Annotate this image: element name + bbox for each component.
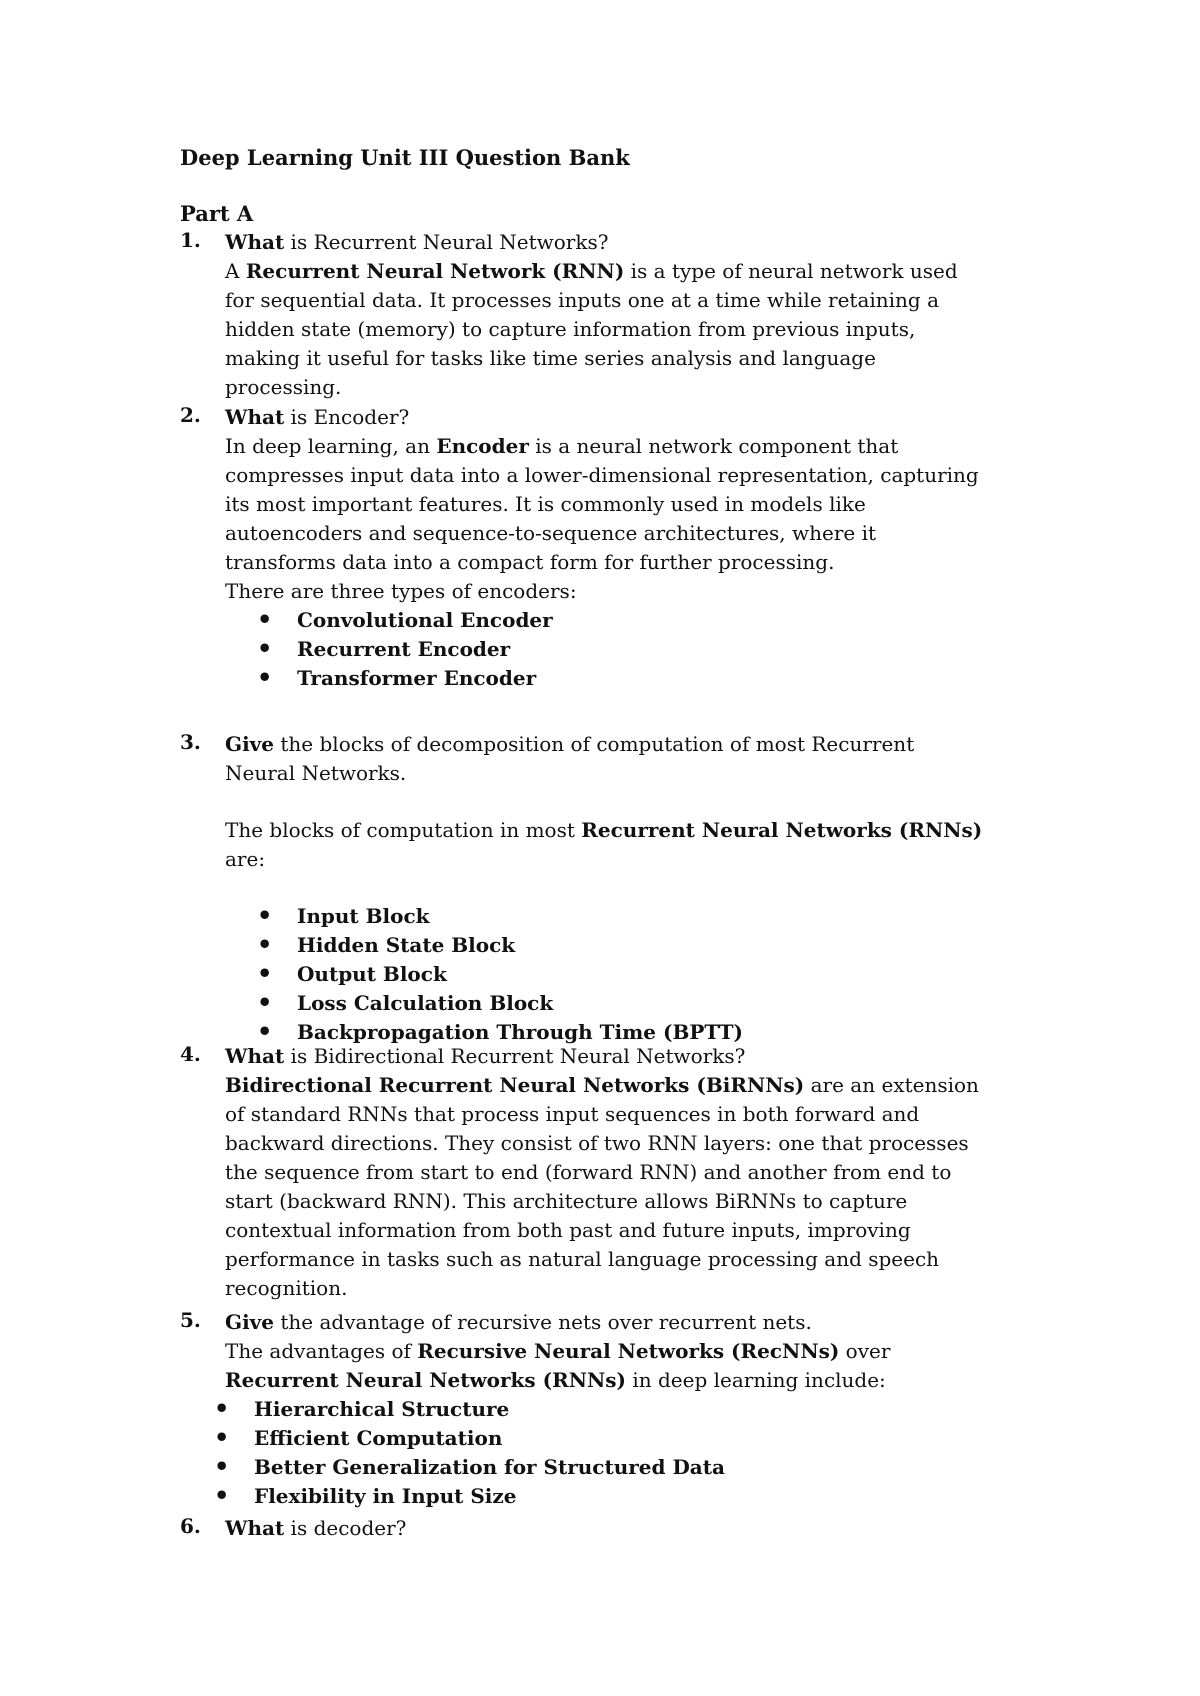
list-item: • Flexibility in Input Size: [225, 1482, 985, 1511]
list-item: • Backpropagation Through Time (BPTT): [225, 1018, 985, 1047]
question-number: 3.: [180, 730, 201, 754]
question-number: 4.: [180, 1042, 201, 1066]
answer-text: The blocks of computation in most Recurrent Neural Networks (RNNs) are:: [225, 818, 983, 871]
encoder-types-list: [225, 606, 985, 693]
answer-text: A Recurrent Neural Network (RNN) is a type of neural network used for sequential data. It processes inputs one at a time while retaining a hidden state (memory) to capture information from previous inputs, making it useful for tasks like time series analysis and language processing.: [225, 259, 958, 399]
question-text: Give the blocks of decomposition of computation of most Recurrent Neural Networks.: [225, 732, 915, 785]
advantages-list: [225, 1395, 985, 1511]
document-title: Deep Learning Unit III Question Bank: [180, 145, 630, 170]
question-number: 1.: [180, 228, 201, 252]
list-item: • Input Block: [225, 902, 985, 931]
question-number: 6.: [180, 1514, 201, 1538]
question-text: What is Encoder?: [225, 405, 410, 429]
question-number: 2.: [180, 403, 201, 427]
question-number: 5.: [180, 1308, 201, 1332]
question-text: Give the advantage of recursive nets over recurrent nets.: [225, 1310, 812, 1334]
list-intro: There are three types of encoders:: [225, 579, 577, 603]
list-item: • Efficient Computation: [225, 1424, 985, 1453]
list-item: • Output Block: [225, 960, 985, 989]
question-text: What is Bidirectional Recurrent Neural Networks?: [225, 1044, 746, 1068]
list-item: • Hierarchical Structure: [225, 1395, 985, 1424]
question-text: What is Recurrent Neural Networks?: [225, 230, 609, 254]
list-item: • Transformer Encoder: [225, 664, 985, 693]
rnn-blocks-list: [225, 902, 985, 1047]
list-item: • Hidden State Block: [225, 931, 985, 960]
list-item: • Better Generalization for Structured Data: [225, 1453, 985, 1482]
question-text: What is decoder?: [225, 1516, 407, 1540]
answer-text: The advantages of Recursive Neural Networks (RecNNs) over Recurrent Neural Networks (RNNs) in deep learning include:: [225, 1339, 891, 1392]
answer-text: In deep learning, an Encoder is a neural network component that compresses input data into a lower-dimensional representation, capturing its most important features. It is commonly used in models like autoencoders and sequence-to-sequence architectures, where it transforms data into a compact form for further processing.: [225, 434, 979, 574]
list-item: • Convolutional Encoder: [225, 606, 985, 635]
list-item: • Recurrent Encoder: [225, 635, 985, 664]
section-heading: Part A: [180, 201, 254, 226]
answer-text: Bidirectional Recurrent Neural Networks (BiRNNs) are an extension of standard RNNs that process input sequences in both forward and backward directions. They consist of two RNN layers: one that processes the sequence from start to end (forward RNN) and another from end to start (backward RNN). This architecture allows BiRNNs to capture contextual information from both past and future inputs, improving performance in tasks such as natural language processing and speech recognition.: [225, 1073, 979, 1300]
list-item: • Loss Calculation Block: [225, 989, 985, 1018]
